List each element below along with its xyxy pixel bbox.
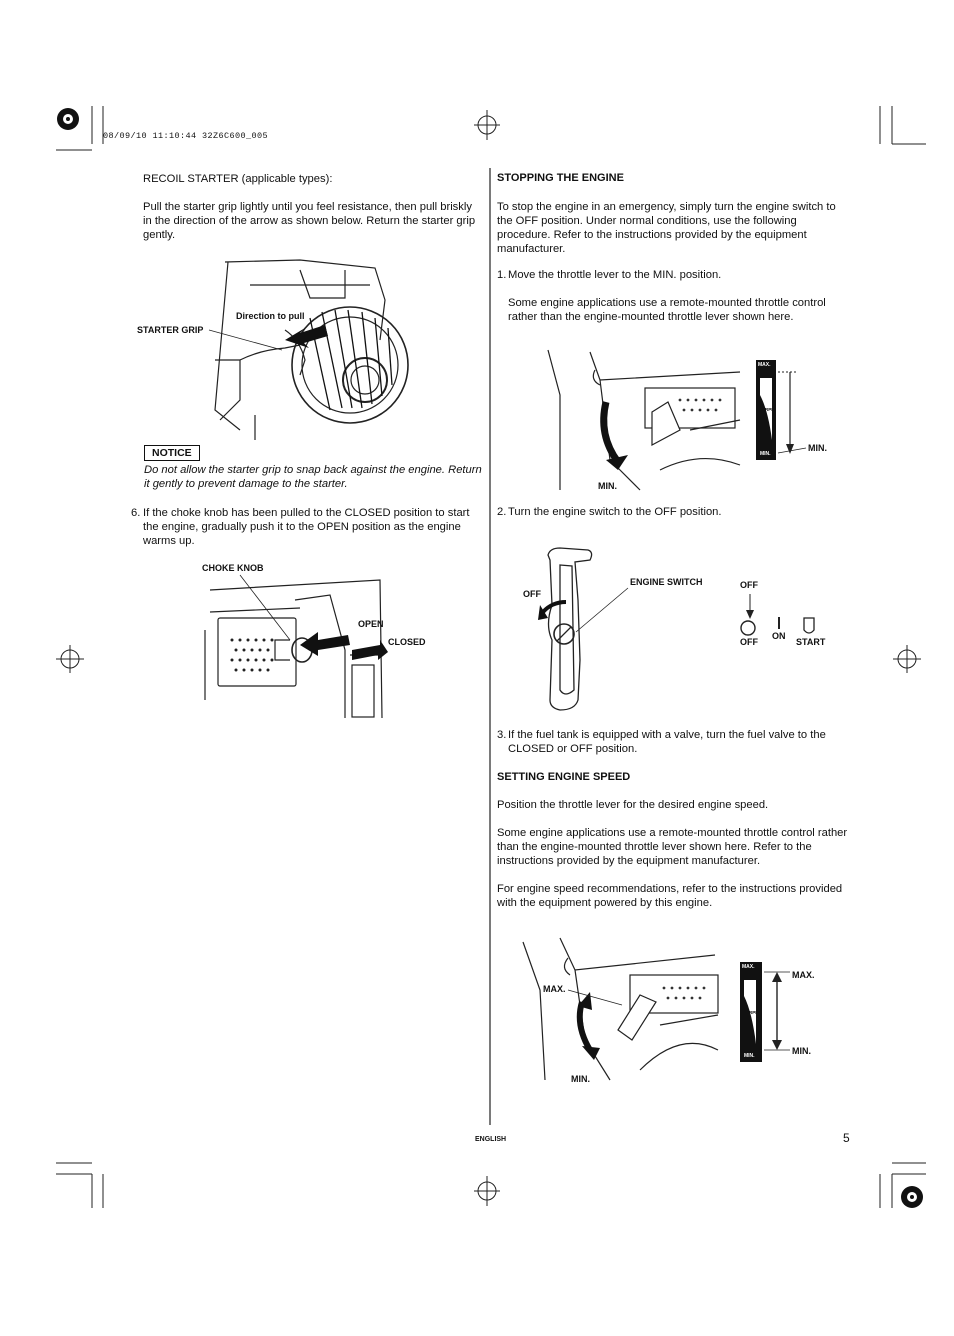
min-lever-label: MIN. <box>598 481 617 491</box>
off-left-label: OFF <box>523 589 541 599</box>
notice-text: Do not allow the starter grip to snap back against the engine. Return it gently to prevent damage to the starter. <box>144 464 482 490</box>
step3-number: 3. <box>497 729 507 741</box>
closed-label: CLOSED <box>388 637 426 647</box>
on-label: ON <box>772 631 786 641</box>
min-scale-label: MIN. <box>808 443 827 453</box>
step1-number: 1. <box>497 269 507 281</box>
plate-rpm-label: RPM <box>749 1010 759 1015</box>
language-label: ENGLISH <box>475 1136 507 1143</box>
plate-max-label: MAX. <box>758 362 771 368</box>
plate-max-label: MAX. <box>742 964 755 970</box>
recoil-text: Pull the starter grip lightly until you feel resistance, then pull briskly in the direction of the arrow as shown below. Return the starter grip gently. <box>143 201 476 241</box>
setting-speed-heading: SETTING ENGINE SPEED <box>497 771 631 783</box>
open-label: OPEN <box>358 619 384 629</box>
speed-paragraph-1: Position the throttle lever for the desired engine speed. <box>497 799 769 811</box>
recoil-title: RECOIL STARTER (applicable types): <box>143 173 333 185</box>
step2-text: Turn the engine switch to the OFF position. <box>508 506 722 518</box>
speed-paragraph-3: For engine speed recommendations, refer to the instructions provided with the equipment powered by this engine. <box>497 883 843 909</box>
min-scale-label: MIN. <box>792 1046 811 1056</box>
plate-min-label: MIN. <box>744 1053 755 1059</box>
step1-text: Move the throttle lever to the MIN. position. <box>508 269 722 281</box>
page-number: 5 <box>843 1131 850 1145</box>
off-top-label: OFF <box>740 580 758 590</box>
starter-grip-label: STARTER GRIP <box>137 325 204 335</box>
stopping-engine-text: To stop the engine in an emergency, simply turn the engine switch to the OFF position. Under normal conditions, use the following procedure. Refer to the instructions provided by the equipment manufacturer. <box>497 201 836 255</box>
direction-to-pull-label: Direction to pull <box>236 311 305 321</box>
print-timestamp: 08/09/10 11:10:44 32Z6C600_005 <box>103 131 269 141</box>
speed-paragraph-2: Some engine applications use a remote-mounted throttle control rather than the engine-mounted throttle lever shown here. Refer to the instructions provided by the equipment manufacturer. <box>497 827 848 867</box>
engine-switch-label: ENGINE SWITCH <box>630 577 703 587</box>
start-label: START <box>796 637 826 647</box>
off-bottom-label: OFF <box>740 637 758 647</box>
notice-label: NOTICE <box>144 445 200 461</box>
stopping-engine-heading: STOPPING THE ENGINE <box>497 172 624 184</box>
step6-text: If the choke knob has been pulled to the CLOSED position to start the engine, gradually push it to the OPEN position as the engine warms up. <box>143 507 470 547</box>
choke-knob-label: CHOKE KNOB <box>202 563 264 573</box>
step3-text: If the fuel tank is equipped with a valve, turn the fuel valve to the CLOSED or OFF position. <box>508 729 826 755</box>
max-lever-label: MAX. <box>543 984 566 994</box>
plate-min-label: MIN. <box>760 451 771 457</box>
step2-number: 2. <box>497 506 507 518</box>
step6-number: 6. <box>131 507 141 519</box>
max-scale-label: MAX. <box>792 970 815 980</box>
plate-rpm-label: RPM <box>765 407 775 412</box>
min-lever-label: MIN. <box>571 1074 590 1084</box>
step1-note: Some engine applications use a remote-mounted throttle control rather than the engine-mounted throttle lever shown here. <box>508 297 826 323</box>
